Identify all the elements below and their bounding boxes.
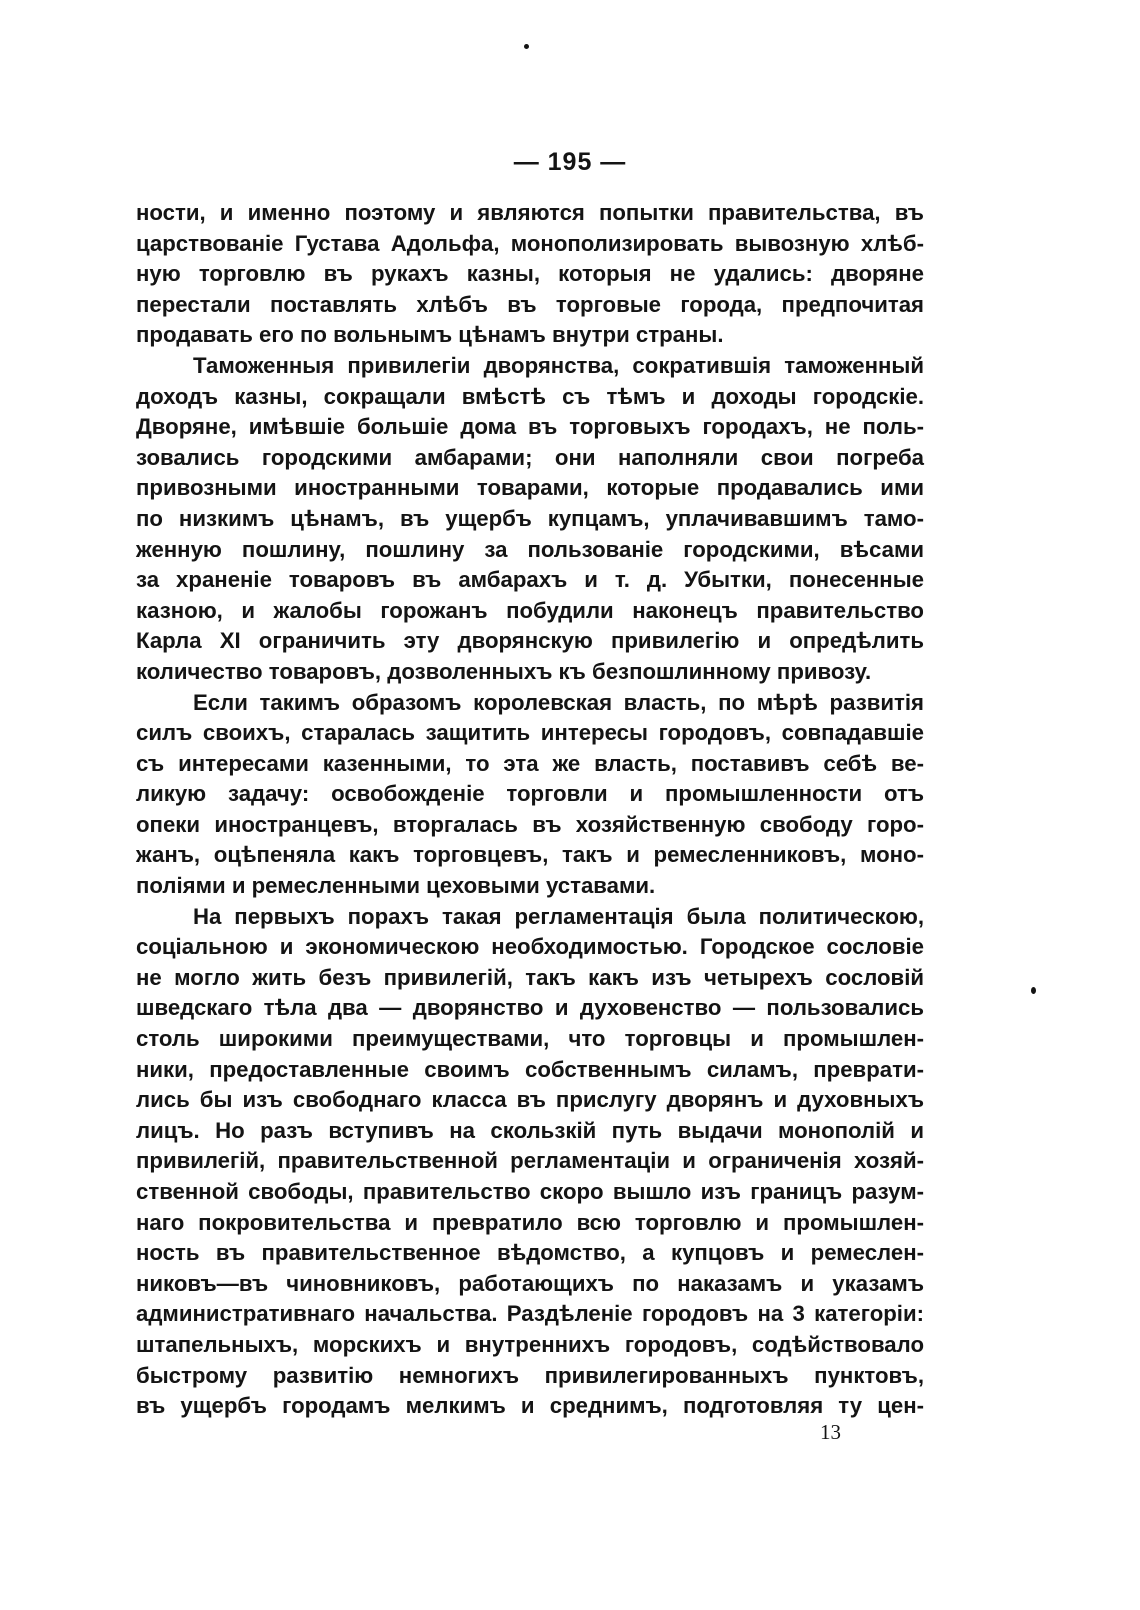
text-line: съ интересами казенными, то эта же власть, поставивъ себѣ ве-	[136, 750, 924, 776]
ink-speck	[1031, 987, 1036, 994]
text-line: никовъ—въ чиновниковъ, работающихъ по наказамъ и указамъ	[136, 1270, 924, 1296]
printer-signature-mark: 13	[820, 1420, 841, 1444]
text-line: царствованіе Густава Адольфа, монополизировать вывозную хлѣб-	[136, 230, 924, 256]
text-line: силъ своихъ, старалась защитить интересы городовъ, совпадавшіе	[136, 720, 924, 746]
text-line: количество товаровъ, дозволенныхъ къ безпошлинному привозу.	[136, 658, 872, 684]
text-line: перестали поставлять хлѣбъ въ торговые города, предпочитая	[136, 291, 924, 317]
text-line: лись бы изъ свободнаго класса въ прислугу дворянъ и духовныхъ	[136, 1087, 924, 1113]
text-line: за храненіе товаровъ въ амбарахъ и т. д. Убытки, понесенные	[136, 567, 924, 593]
text-line: Если такимъ образомъ королевская власть, по мѣрѣ развитія	[193, 689, 924, 715]
text-line: женную пошлину, пошлину за пользованіе городскими, вѣсами	[136, 536, 924, 562]
text-line: ность въ правительственное вѣдомство, а купцовъ и ремеслен-	[136, 1240, 924, 1266]
text-line: ности, и именно поэтому и являются попытки правительства, въ	[136, 200, 924, 225]
text-line: по низкимъ цѣнамъ, въ ущербъ купцамъ, уплачивавшимъ тамо-	[136, 505, 924, 531]
text-line: казною, и жалобы горожанъ побудили наконецъ правительство	[136, 597, 924, 623]
text-line: жанъ, оцѣпеняла какъ торговцевъ, такъ и ремесленниковъ, моно-	[136, 842, 924, 868]
text-line: ники, предоставленные своимъ собственнымъ силамъ, преврати-	[136, 1056, 924, 1082]
text-line: продавать его по вольнымъ цѣнамъ внутри страны.	[136, 322, 724, 348]
page-number-header: — 195 —	[513, 148, 627, 176]
text-line: поліями и ремесленными цеховыми уставами.	[136, 873, 656, 899]
text-line: столь широкими преимуществами, что торговцы и промышлен-	[136, 1026, 924, 1052]
text-line: шведскаго тѣла два — дворянство и духовенство — пользовались	[136, 995, 924, 1021]
text-line: привозными иностранными товарами, которые продавались ими	[136, 475, 924, 501]
text-line: соціальною и экономическою необходимостью. Городское сословіе	[136, 934, 924, 960]
text-line: административнаго начальства. Раздѣленіе городовъ на 3 категоріи:	[136, 1301, 924, 1327]
text-line: ственной свободы, правительство скоро вышло изъ границъ разум-	[136, 1179, 924, 1204]
text-line: Карла XI ограничить эту дворянскую привилегію и опредѣлить	[136, 628, 924, 654]
text-line: На первыхъ порахъ такая регламентація была политическою,	[193, 903, 924, 929]
body-text	[136, 198, 924, 1422]
text-line: ликую задачу: освобожденіе торговли и промышленности отъ	[136, 781, 924, 807]
text-line: привилегій, правительственной регламентаціи и ограниченія хозяй-	[136, 1148, 924, 1174]
text-line: лицъ. Но разъ вступивъ на скользкій путь выдачи монополій и	[136, 1117, 924, 1143]
text-line: штапельныхъ, морскихъ и внутреннихъ городовъ, содѣйствовало	[136, 1331, 924, 1357]
text-line: въ ущербъ городамъ мелкимъ и среднимъ, подготовляя ту цен-	[136, 1393, 924, 1419]
ink-speck	[524, 44, 529, 49]
text-line: ную торговлю въ рукахъ казны, которыя не удались: дворяне	[136, 261, 924, 287]
text-line: наго покровительства и превратило всю торговлю и промышлен-	[136, 1209, 924, 1235]
text-line: Таможенныя привилегіи дворянства, сократившія таможенный	[193, 352, 924, 378]
text-line: Дворяне, имѣвшіе большіе дома въ торговыхъ городахъ, не поль-	[136, 414, 924, 440]
text-line: быстрому развитію немногихъ привилегированныхъ пунктовъ,	[136, 1362, 924, 1388]
text-line: доходъ казны, сокращали вмѣстѣ съ тѣмъ и доходы городскіе.	[136, 383, 924, 409]
text-line: не могло жить безъ привилегій, такъ какъ изъ четырехъ сословій	[136, 964, 924, 990]
text-line: опеки иностранцевъ, вторгалась въ хозяйственную свободу горо-	[136, 811, 924, 837]
text-line: зовались городскими амбарами; они наполняли свои погреба	[136, 444, 924, 470]
